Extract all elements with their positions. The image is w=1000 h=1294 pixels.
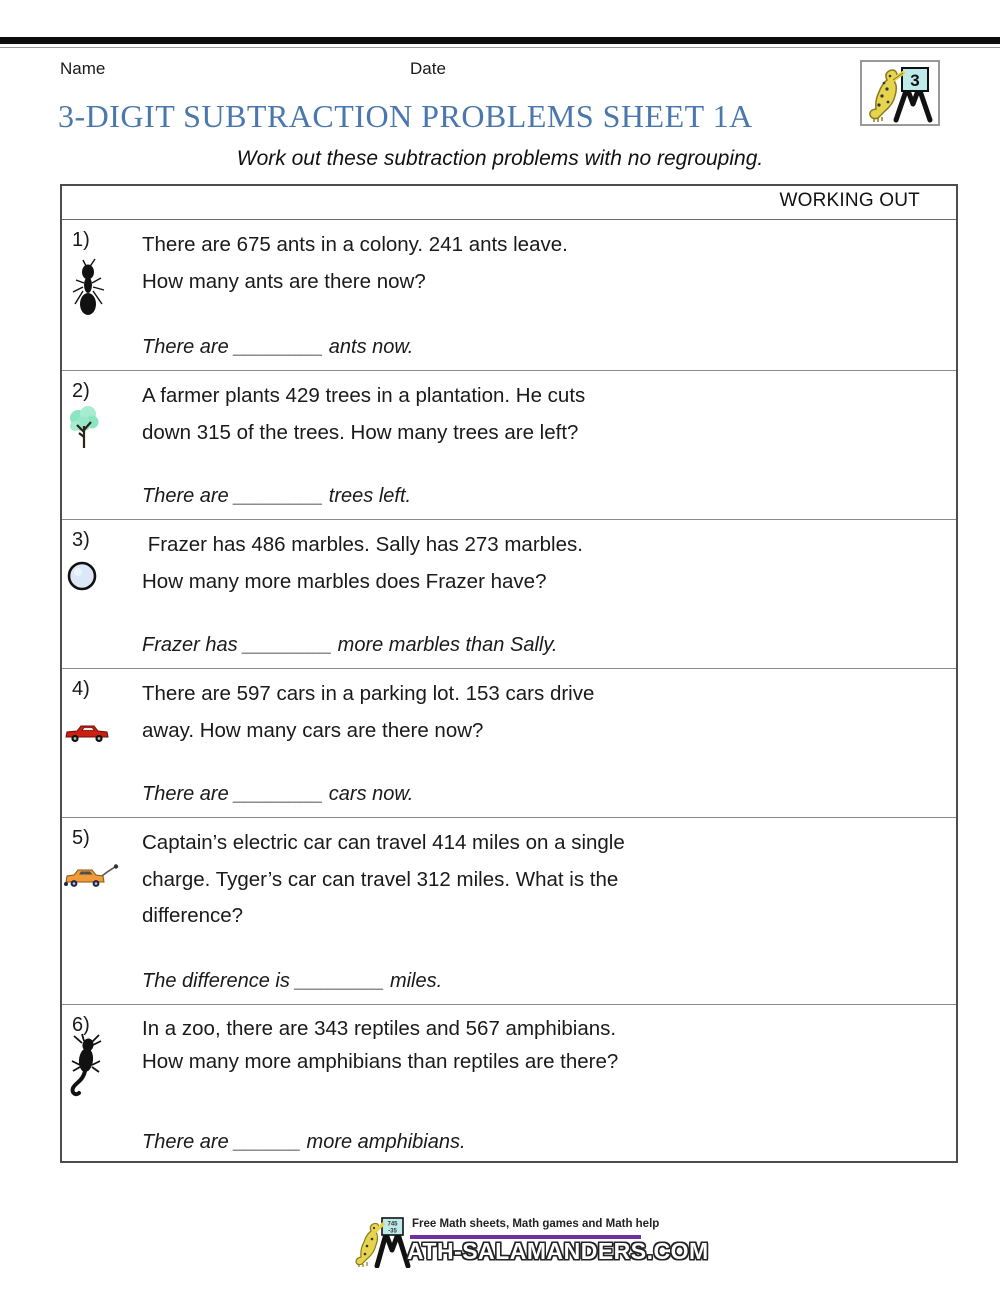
ant-icon: [70, 258, 106, 323]
problems-table: [60, 184, 958, 1163]
problem-line: There are 675 ants in a colony. 241 ants leave.: [142, 233, 568, 256]
problem-number: 2): [72, 380, 90, 402]
problem-text: [142, 676, 594, 749]
top-divider-thin: [0, 47, 1000, 48]
car-icon: [64, 721, 110, 750]
problem-line: There are 597 cars in a parking lot. 153 cars drive: [142, 682, 595, 705]
footer-logo: [353, 1216, 411, 1273]
marble-icon: [66, 560, 98, 597]
problem-number: 5): [72, 827, 90, 849]
svg-text:3: 3: [910, 71, 920, 90]
problem-line: A farmer plants 429 trees in a plantation. He cuts: [142, 384, 586, 407]
problem-row-2: [62, 370, 956, 519]
problem-row-4: [62, 668, 956, 817]
problem-line: Captain’s electric car can travel 414 miles on a single: [142, 831, 625, 854]
answer-sentence: There are ________ cars now.: [142, 783, 414, 805]
problem-line: Frazer has 486 marbles. Sally has 273 marbles.: [142, 533, 583, 556]
table-header-row: [62, 186, 956, 220]
problem-line: How many ants are there now?: [142, 269, 426, 293]
problem-number: 3): [72, 529, 90, 551]
problem-text: [142, 378, 585, 451]
problem-number: 6): [72, 1014, 90, 1036]
problem-number: 1): [72, 229, 90, 251]
problem-line: away. How many cars are there now?: [142, 718, 484, 742]
electric-car-icon: [62, 863, 120, 898]
working-out-header: WORKING OUT: [779, 190, 920, 211]
svg-text:745: 745: [387, 1221, 398, 1228]
problem-line: down 315 of the trees. How many trees are left?: [142, 420, 579, 444]
answer-sentence: There are ________ trees left.: [142, 485, 412, 507]
footer: [0, 1212, 1000, 1282]
problem-line: How many more amphibians than reptiles are there?: [142, 1050, 619, 1073]
name-field-label: Name: [60, 59, 106, 78]
page-title: 3-DIGIT SUBTRACTION PROBLEMS SHEET 1A: [58, 98, 753, 134]
svg-text:-35: -35: [388, 1228, 397, 1235]
problem-text: [142, 227, 568, 300]
problem-row-3: [62, 519, 956, 668]
instruction-text: Work out these subtraction problems with no regrouping.: [236, 147, 764, 170]
top-divider-thick: [0, 37, 1000, 44]
problem-number: 4): [72, 678, 90, 700]
problem-line: difference?: [142, 904, 244, 927]
problem-row-6: [62, 1004, 956, 1165]
problem-line: charge. Tyger’s car can travel 312 miles. What is the: [142, 867, 619, 891]
footer-tagline: Free Math sheets, Math games and Math help: [412, 1218, 660, 1230]
problem-row-1: [62, 220, 956, 370]
problem-line: How many more marbles does Frazer have?: [142, 569, 547, 593]
problem-text: [142, 527, 583, 600]
answer-sentence: The difference is ________ miles.: [142, 970, 443, 992]
problem-row-5: [62, 817, 956, 1004]
date-field-label: Date: [410, 59, 446, 78]
problem-text: [142, 825, 625, 935]
answer-sentence: Frazer has ________ more marbles than Sally.: [142, 634, 558, 656]
problem-line: In a zoo, there are 343 reptiles and 567 amphibians.: [142, 1017, 617, 1040]
answer-sentence: There are ________ ants now.: [142, 336, 414, 358]
salamander-easel-icon: [353, 1216, 411, 1268]
lizard-icon: [68, 1033, 102, 1104]
tree-icon: [66, 404, 102, 459]
answer-sentence: There are ______ more amphibians.: [142, 1131, 466, 1153]
problem-text: [142, 1012, 618, 1078]
footer-brand-text: ATH-SALAMANDERS.COM: [407, 1238, 709, 1264]
